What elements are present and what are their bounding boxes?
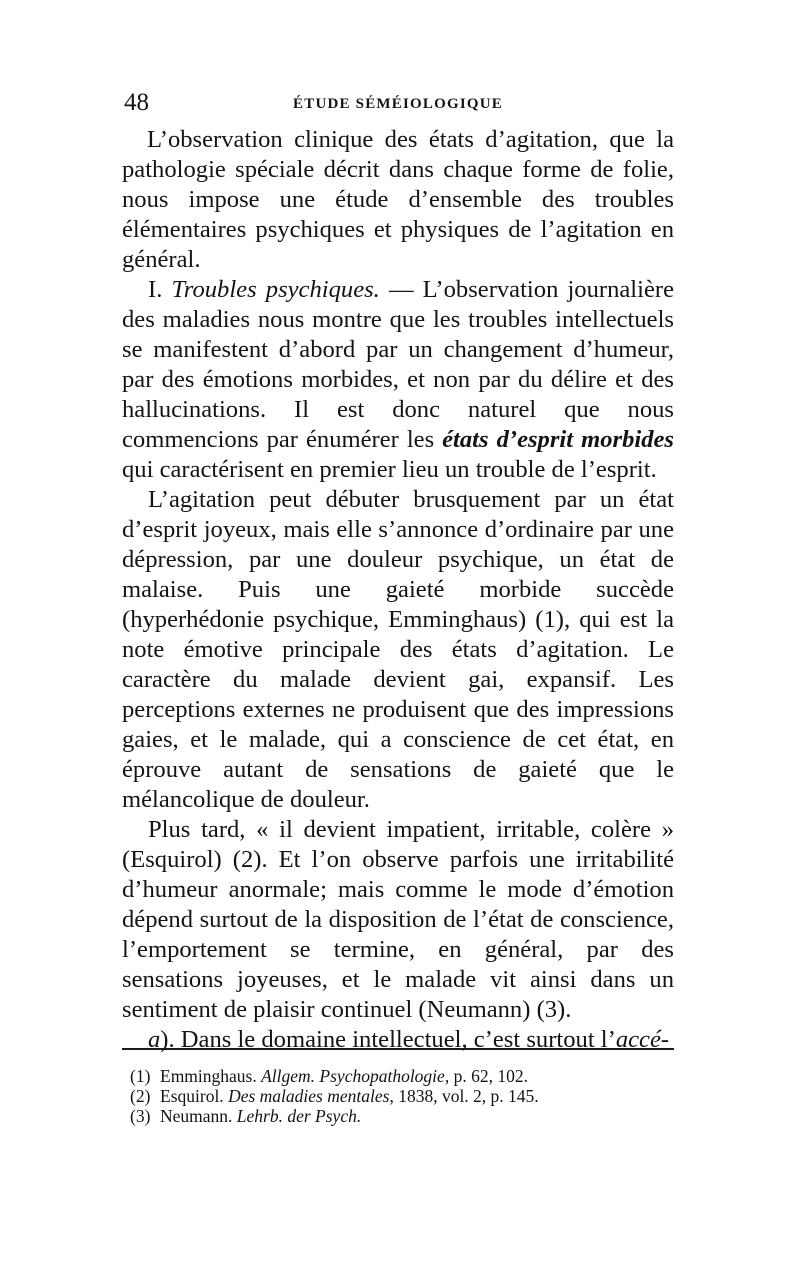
paragraph-3: L’agitation peut débuter brusquement par un état d’esprit joyeux, mais elle s’annonce d’ordinaire par une dépression, par une douleur psychique, un état de malaise. Puis une gaieté morbide succède (hyperhédonie psychique, Emminghaus) (1), qui est la note émotive principale des états d’agitation. Le caractère du malade devient gai, expansif. Les perceptions externes ne produisent que des impressions gaies, et le malade, qui a conscience de cet état, en éprouve autant de sensations de gaieté que le mélancolique de douleur.	[122, 486, 674, 813]
footnote-author: Neumann.	[160, 1106, 237, 1126]
footnote-author: Emminghaus.	[160, 1066, 262, 1086]
footnote-rest: , p. 62, 102.	[444, 1066, 528, 1086]
footnote-title: Allgem. Psychopathologie	[261, 1066, 445, 1086]
paragraph-4: Plus tard, « il devient impatient, irritable, colère » (Esquirol) (2). Et l’on observe parfois une irritabilité d’humeur anormale; mais comme le mode d’émotion dépend surtout de la disposition de l’état de conscience, l’emportement se termine, en général, par des sensations joyeuses, et le malade vit ainsi dans un sentiment de plaisir continuel (Neumann) (3).	[122, 816, 674, 1023]
paragraph-2	[122, 275, 674, 485]
footnote-number: (2)	[130, 1086, 151, 1106]
footnote-number: (1)	[130, 1066, 151, 1086]
list-marker: a	[148, 1026, 161, 1053]
emphasis-acce: accé-	[615, 1026, 670, 1053]
footnote-number: (3)	[130, 1106, 151, 1126]
paragraph-1: L’observation clinique des états d’agitation, que la pathologie spéciale décrit dans chaque forme de folie, nous impose une étude d’ensemble des troubles élémentaires psychiques et physiques de l’agitation en général.	[122, 126, 674, 273]
footnote-author: Esquirol.	[160, 1086, 229, 1106]
footnote-rest: , 1838, vol. 2, p. 145.	[389, 1086, 539, 1106]
section-title: Troubles psychiques.	[171, 276, 380, 303]
emphasis-etats-esprit: états d’esprit morbides	[442, 426, 674, 453]
footnotes	[130, 1066, 650, 1126]
paragraph-2-text-a: — L’observation journalière des maladies nous montre que les troubles intellectuels se manifestent d’abord par un changement d’humeur, par des émotions morbides, et non par du délire et des hallucinations. Il est donc naturel que nous commencions par énumérer les	[122, 276, 674, 453]
paragraph-5-text: ). Dans le domaine intellectuel, c’est surtout l’	[160, 1026, 616, 1053]
footnote-title: Des maladies mentales	[228, 1086, 390, 1106]
running-head: ÉTUDE SÉMÉIOLOGIQUE	[293, 96, 503, 112]
paragraph-5	[122, 1025, 674, 1055]
body-text	[122, 125, 674, 1055]
footnote-1	[130, 1066, 650, 1086]
footnote-3	[130, 1106, 650, 1126]
footnote-rule	[122, 1048, 674, 1050]
paragraph-2-text-b: qui caractérisent en premier lieu un trouble de l’esprit.	[122, 456, 657, 483]
footnote-title: Lehrb. der Psych.	[236, 1106, 362, 1126]
footnote-2	[130, 1086, 650, 1106]
page-header	[124, 88, 672, 122]
page-number: 48	[124, 89, 149, 116]
section-number: I.	[148, 276, 163, 303]
